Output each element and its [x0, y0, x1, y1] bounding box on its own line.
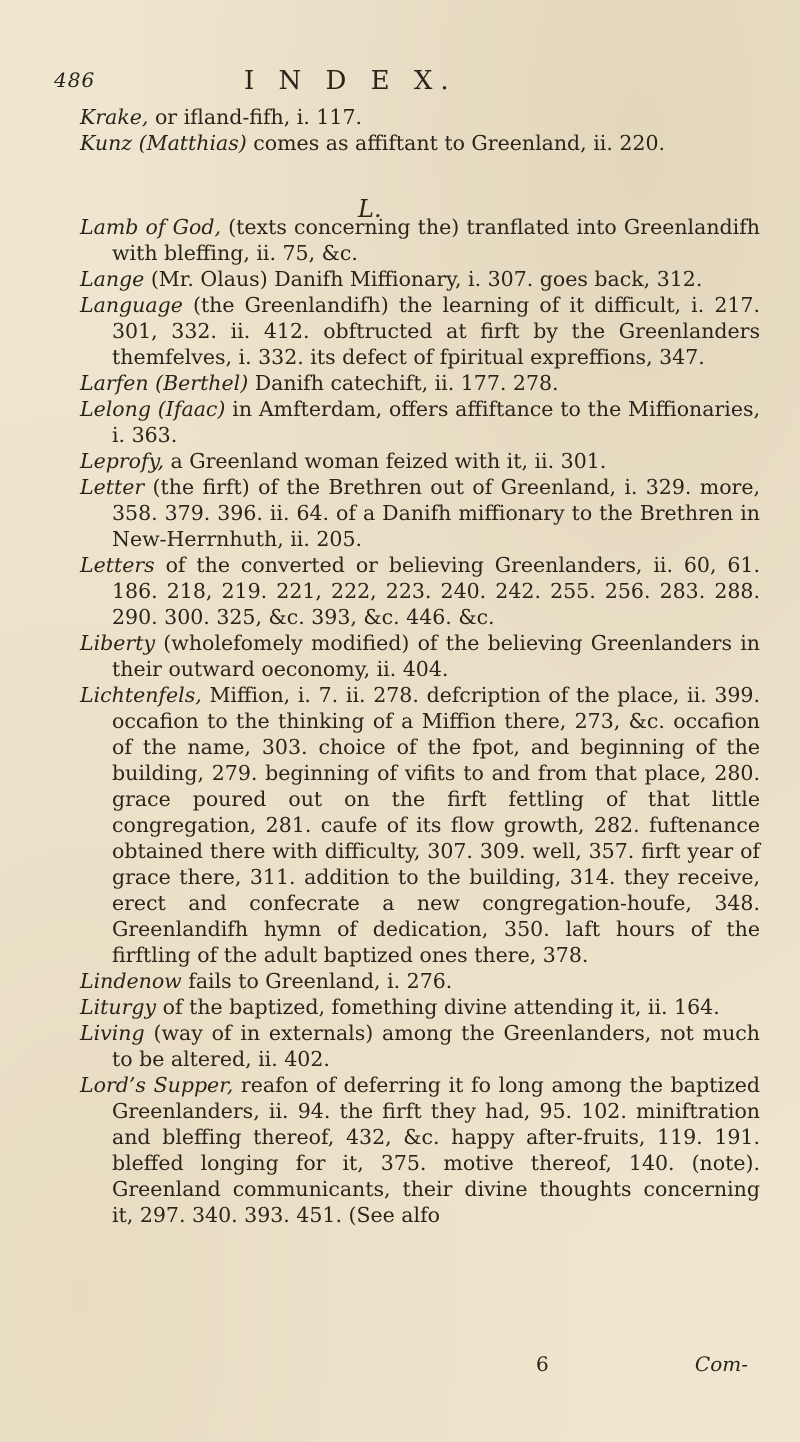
index-entry	[80, 370, 760, 396]
entry-head: Letter	[80, 475, 145, 499]
entry-head: Lamb of God,	[80, 215, 221, 239]
entry-head: Leprofy,	[80, 449, 164, 473]
index-entry	[80, 630, 760, 682]
entry-body: (wholefomely modified) of the believing Greenlanders in their outward oeconomy, ii. 404.	[112, 631, 760, 681]
catchword: Com-	[694, 1352, 748, 1376]
index-entry	[80, 130, 760, 156]
entry-body: (the firft) of the Brethren out of Greenland, i. 329. more, 358. 379. 396. ii. 64. of a Danifh miffionary to the Brethren in New-Herrnhuth, ii. 205.	[112, 475, 760, 551]
index-entry	[80, 396, 760, 448]
entry-body: (texts concerning the) tranflated into Greenlandifh with bleffing, ii. 75, &c.	[112, 215, 760, 265]
index-entry	[80, 448, 760, 474]
page-header	[54, 66, 760, 100]
entry-head: Living	[80, 1021, 145, 1045]
entry-body: fails to Greenland, i. 276.	[181, 969, 453, 993]
entry-head: Lange	[80, 267, 145, 291]
entry-head: Liturgy	[80, 995, 157, 1019]
page-number: 486	[54, 68, 96, 92]
section-gap	[80, 156, 760, 214]
index-entry	[80, 994, 760, 1020]
index-entry	[80, 474, 760, 552]
entry-body: a Greenland woman feized with it, ii. 301.	[163, 449, 607, 473]
entry-head: Kunz (Matthias)	[80, 131, 247, 155]
entry-head: Lord’s Supper,	[80, 1073, 234, 1097]
entry-head: Lichtenfels,	[80, 683, 202, 707]
entry-head: Language	[80, 293, 183, 317]
index-entry	[80, 214, 760, 266]
entry-head: Lindenow	[80, 969, 182, 993]
entry-body: of the converted or believing Greenlanders, ii. 60, 61. 186. 218, 219. 221, 222, 223. 240. 242. 255. 256. 283. 288. 290. 300. 325, &c. 393, &c. 446. &c.	[112, 553, 760, 629]
entry-body: Danifh catechift, ii. 177. 278.	[248, 371, 559, 395]
index-entry	[80, 968, 760, 994]
signature-mark: 6	[536, 1352, 549, 1376]
index-entry	[80, 104, 760, 130]
entry-body: Miffion, i. 7. ii. 278. defcription of the place, ii. 399. occafion to the thinking of a Miffion there, 273, &c. occafion of the name, 303. choice of the fpot, and beginning of the building, 279. beginning of vifits to and from that place, 280. grace poured out on the firft fettling of that little congregation, 281. caufe of its flow growth, 282. fuftenance obtained there with difficulty, 307. 309. well, 357. firft year of grace there, 311. addition to the building, 314. they receive, erect and confecrate a new congregation-houfe, 348. Greenlandifh hymn of dedication, 350. laft hours of the firftling of the adult baptized ones there, 378.	[112, 683, 760, 967]
index-entry	[80, 1072, 760, 1228]
entry-body: (way of in externals) among the Greenlanders, not much to be altered, ii. 402.	[112, 1021, 760, 1071]
entry-head: Liberty	[80, 631, 156, 655]
index-entries	[80, 104, 760, 1228]
entry-body: comes as affiftant to Greenland, ii. 220.	[246, 131, 665, 155]
index-entry	[80, 292, 760, 370]
entry-body: (Mr. Olaus) Danifh Miffionary, i. 307. goes back, 312.	[144, 267, 703, 291]
entry-body: of the baptized, fomething divine attending it, ii. 164.	[156, 995, 720, 1019]
running-head: I N D E X.	[244, 66, 457, 96]
entry-body: reafon of deferring it fo long among the baptized Greenlanders, ii. 94. the firft they had, 95. 102. miniftration and bleffing thereof, 432, &c. happy after-fruits, 119. 191. bleffed longing for it, 375. motive thereof, 140. (note). Greenland communicants, their divine thoughts concerning it, 297. 340. 393. 451. (See alfo	[112, 1073, 761, 1227]
entry-head: Krake,	[80, 105, 149, 129]
entry-head: Lelong (Ifaac)	[80, 397, 226, 421]
index-entry	[80, 552, 760, 630]
index-entry	[80, 682, 760, 968]
entry-body: or ifland-fifh, i. 117.	[148, 105, 363, 129]
section-letter: L.	[358, 195, 382, 223]
index-entry	[80, 1020, 760, 1072]
entry-head: Letters	[80, 553, 155, 577]
entry-body: in Amfterdam, offers affiftance to the Miffionaries, i. 363.	[112, 397, 760, 447]
entry-body: (the Greenlandifh) the learning of it difficult, i. 217. 301, 332. ii. 412. obftructed at firft by the Greenlanders themfelves, i. 332. its defect of fpiritual expreffions, 347.	[112, 293, 760, 369]
index-entry	[80, 266, 760, 292]
entry-head: Larfen (Berthel)	[80, 371, 249, 395]
